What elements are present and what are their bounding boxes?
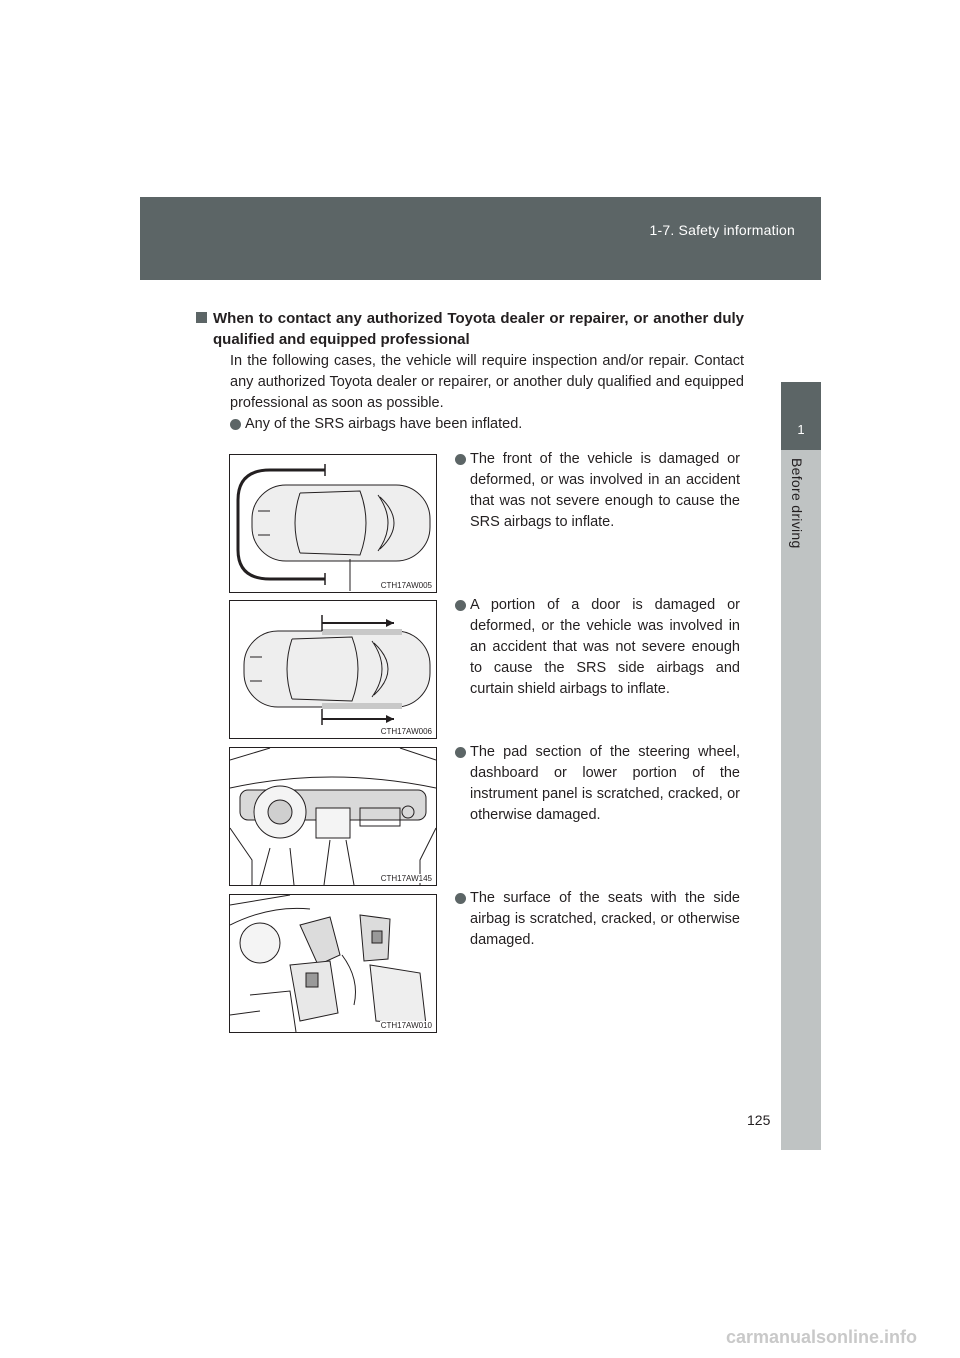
figure-seats	[229, 894, 437, 1033]
section-title: 1-7. Safety information	[649, 222, 795, 238]
square-bullet-icon	[196, 312, 207, 323]
figure-code: CTH17AW145	[380, 874, 432, 883]
bullet-text: The front of the vehicle is damaged or deformed, or was involved in an accident that was not severe enough to cause the SRS airbags to inflate.	[470, 451, 740, 530]
seats-illustration	[230, 895, 436, 1032]
page-number: 125	[747, 1112, 771, 1128]
intro-paragraph: In the following cases, the vehicle will require inspection and/or repair. Contact any authorized Toyota dealer or repairer, or another duly qualified and equipped professional as soon as possible.	[230, 353, 744, 411]
chapter-tab-strip	[781, 450, 821, 1150]
bullet-item	[470, 742, 740, 826]
header-band	[140, 197, 821, 280]
figure-code: CTH17AW006	[380, 727, 432, 736]
figure-dashboard	[229, 747, 437, 886]
chapter-tab	[781, 382, 821, 450]
figure-code: CTH17AW005	[380, 581, 432, 590]
bullet-text: The pad section of the steering wheel, dashboard or lower portion of the instrument panel is scratched, cracked, or otherwise damaged.	[470, 744, 740, 823]
watermark: carmanualsonline.info	[726, 1327, 918, 1347]
bullet-dot-icon	[455, 893, 466, 904]
bullet-item	[245, 414, 745, 435]
bullet-dot-icon	[455, 600, 466, 611]
chapter-label: Before driving	[789, 458, 805, 549]
bullet-item	[470, 595, 740, 700]
bullet-text: A portion of a door is damaged or deformed, or the vehicle was involved in an accident that was not severe enough to cause the SRS side airbags and curtain shield airbags to inflate.	[470, 597, 740, 697]
bullet-text: Any of the SRS airbags have been inflated.	[245, 416, 523, 432]
bullet-text: The surface of the seats with the side airbag is scratched, cracked, or otherwise damaged.	[470, 890, 740, 948]
chapter-number: 1	[797, 422, 805, 437]
figure-front-damage	[229, 454, 437, 593]
section-heading	[213, 308, 744, 350]
bullet-dot-icon	[230, 419, 241, 430]
dashboard-illustration	[230, 748, 436, 885]
bullet-item	[470, 888, 740, 951]
figure-door-damage	[229, 600, 437, 739]
bullet-dot-icon	[455, 747, 466, 758]
car-door-damage-illustration	[230, 601, 436, 738]
bullet-dot-icon	[455, 454, 466, 465]
car-front-damage-illustration	[230, 455, 436, 592]
heading-text: When to contact any authorized Toyota dealer or repairer, or another duly qualified and equipped professional	[213, 310, 744, 348]
bullet-item	[470, 449, 740, 533]
figure-code: CTH17AW010	[380, 1021, 432, 1030]
